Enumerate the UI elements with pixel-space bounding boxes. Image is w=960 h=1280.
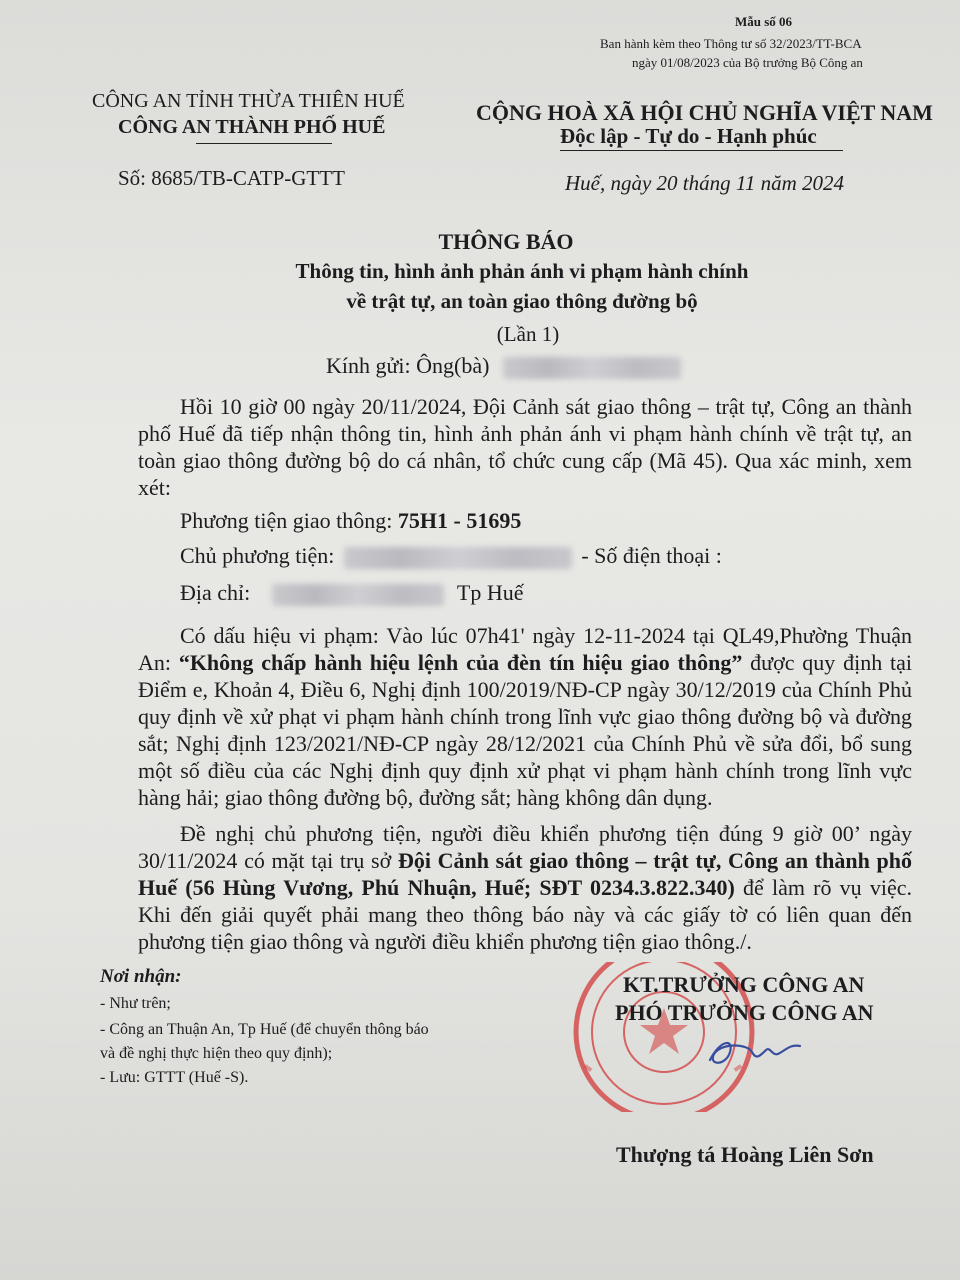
address-label: Địa chỉ:	[180, 580, 251, 605]
signer-title-1: KT.TRƯỞNG CÔNG AN	[623, 972, 865, 997]
document-subtitle-1: Thông tin, hình ảnh phản ánh vi phạm hành chính	[295, 259, 749, 283]
form-number: Mẫu số 06	[735, 14, 793, 29]
recipient-line	[326, 353, 681, 379]
recipients-item-2-cont: và đề nghị thực hiện theo quy định);	[100, 1045, 333, 1062]
vehicle-label: Phương tiện giao thông:	[180, 508, 398, 533]
vehicle-line	[180, 508, 521, 534]
document-number: Số: 8685/TB-CATP-GTTT	[118, 166, 345, 190]
signer-title-2: PHÓ TRƯỞNG CÔNG AN	[615, 1000, 874, 1025]
attempt-label: (Lần 1)	[496, 322, 560, 346]
agency-underline	[196, 143, 332, 144]
address-line	[180, 580, 523, 606]
intro-paragraph: Hồi 10 giờ 00 ngày 20/11/2024, Đội Cảnh sát giao thông – trật tự, Công an thành phố Huế đã tiếp nhận thông tin, hình ảnh phản ánh vi phạm hành chính về trật tự, an toàn giao thông đường bộ do cá nhân, tổ chức cung cấp (Mã 45). Qua xác minh, xem xét:	[138, 394, 912, 500]
form-issued-line: Ban hành kèm theo Thông tư số 32/2023/TT-BCA	[600, 36, 862, 51]
redacted-owner-name	[344, 547, 572, 569]
office-address: Đội Cảnh sát giao thông – trật tự, Công an thành phố Huế (56 Hùng Vương, Phú Nhuận, Huế; SĐT 0234.3.822.340)	[138, 848, 912, 900]
recipient-label: Kính gửi: Ông(bà)	[326, 353, 490, 378]
owner-line	[180, 543, 722, 569]
redacted-recipient-name	[503, 357, 681, 379]
handwritten-signature	[700, 1032, 810, 1072]
place-date: Huế, ngày 20 tháng 11 năm 2024	[565, 171, 844, 195]
agency-name: CÔNG AN THÀNH PHỐ HUẾ	[118, 116, 386, 138]
form-issued-date-line: ngày 01/08/2023 của Bộ trưởng Bộ Công an	[632, 55, 863, 70]
document-subtitle-2: về trật tự, an toàn giao thông đường bộ	[346, 289, 698, 313]
violation-paragraph: Có dấu hiệu vi phạm: Vào lúc 07h41' ngày 12-11-2024 tại QL49,Phường Thuận An: “Không chấp hành hiệu lệnh của đèn tín hiệu giao thông” được quy định tại Điểm e, Khoản 4, Điều 6, Nghị định 100/2019/NĐ-CP ngày 30/12/2019 của Chính Phủ quy định về xử phạt vi phạm hành chính trong lĩnh vực giao thông đường bộ và đường sắt; Nghị định 123/2021/NĐ-CP ngày 28/12/2021 của Chính Phủ về sửa đổi, bổ sung một số điều của các Nghị định quy định xử phạt vi phạm hành chính trong lĩnh vực hàng hải; giao thông đường bộ, đường sắt; hàng không dân dụng.	[138, 623, 912, 810]
state-motto: Độc lập - Tự do - Hạnh phúc	[560, 124, 817, 148]
recipients-item-3: - Lưu: GTTT (Huế -S).	[100, 1069, 249, 1086]
owner-label: Chủ phương tiện:	[180, 543, 335, 568]
recipients-item-1: - Như trên;	[100, 995, 171, 1012]
violation-description: “Không chấp hành hiệu lệnh của đèn tín hiệu giao thông”	[178, 650, 743, 675]
document-title: THÔNG BÁO	[438, 229, 574, 254]
motto-underline	[560, 150, 843, 151]
signer-name: Thượng tá Hoàng Liên Sơn	[616, 1142, 874, 1167]
vehicle-plate: 75H1 - 51695	[397, 508, 522, 533]
phone-label: - Số điện thoại :	[581, 543, 722, 568]
request-paragraph: Đề nghị chủ phương tiện, người điều khiển phương tiện đúng 9 giờ 00’ ngày 30/11/2024 có mặt tại trụ sở Đội Cảnh sát giao thông – trật tự, Công an thành phố Huế (56 Hùng Vương, Phú Nhuận, Huế; SĐT 0234.3.822.340) để làm rõ vụ việc. Khi đến giải quyết phải mang theo thông báo này và các giấy tờ có liên quan đến phương tiện giao thông và người điều khiển phương tiện giao thông./.	[138, 821, 912, 954]
redacted-address	[272, 584, 444, 606]
state-name: CỘNG HOÀ XÃ HỘI CHỦ NGHĨA VIỆT NAM	[476, 100, 933, 125]
recipients-item-2: - Công an Thuận An, Tp Huế (để chuyển thông báo	[100, 1021, 429, 1038]
agency-parent: CÔNG AN TỈNH THỪA THIÊN HUẾ	[92, 90, 405, 112]
address-city: Tp Huế	[456, 580, 524, 605]
recipients-heading: Nơi nhận:	[100, 966, 182, 987]
